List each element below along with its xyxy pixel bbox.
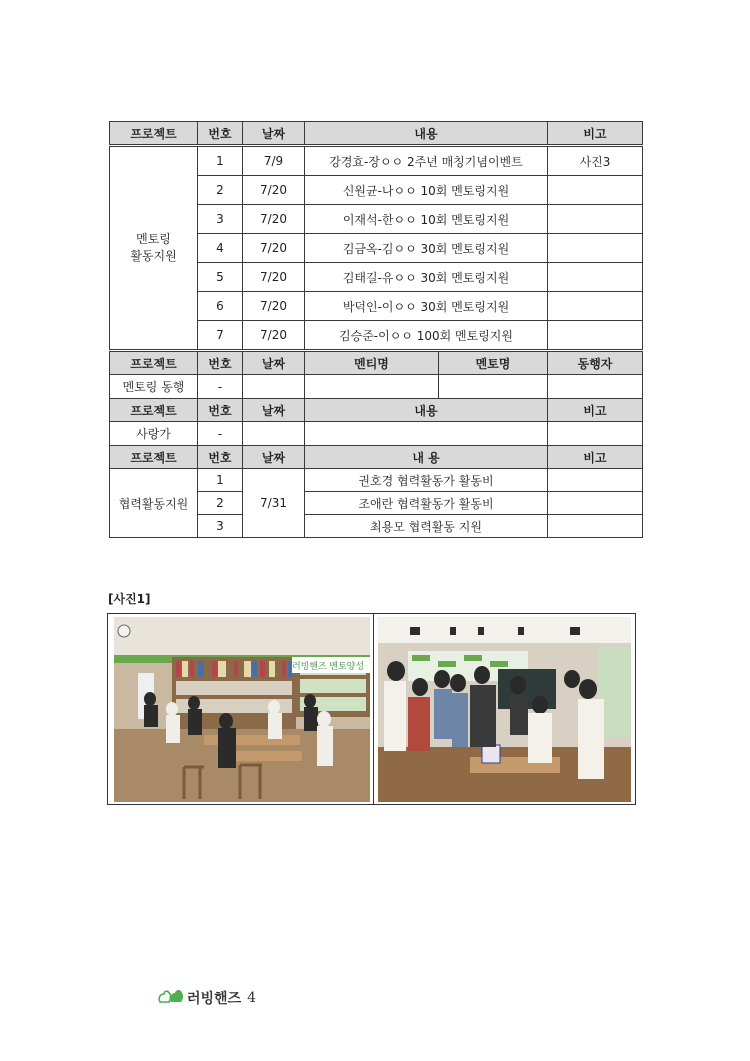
header-mentor: 멘토명	[439, 351, 548, 375]
row-mentor	[439, 375, 548, 399]
project-mentoring: 멘토링 활동지원	[110, 146, 198, 351]
row-content: 신원균-나ㅇㅇ 10회 멘토링지원	[305, 176, 548, 205]
row-date: 7/20	[243, 205, 305, 234]
row-date: 7/20	[243, 292, 305, 321]
row-note	[548, 422, 643, 446]
row-content: 김금옥-김ㅇㅇ 30회 멘토링지원	[305, 234, 548, 263]
row-date	[243, 422, 305, 446]
row-note	[548, 469, 643, 492]
row-content	[305, 422, 548, 446]
row-note	[548, 205, 643, 234]
header-date: 날짜	[243, 351, 305, 375]
loving-hands-logo-icon	[158, 988, 184, 1008]
header-number: 번호	[198, 122, 243, 146]
photo-divider	[373, 614, 374, 804]
row-date: 7/20	[243, 263, 305, 292]
row-number: 6	[198, 292, 243, 321]
row-note	[548, 292, 643, 321]
row-note	[548, 263, 643, 292]
row-content: 권호경 협력활동가 활동비	[305, 469, 548, 492]
row-number: -	[198, 375, 243, 399]
header-note: 비고	[548, 446, 643, 469]
row-companion	[548, 375, 643, 399]
banner-text: 러빙핸즈 멘토양성	[291, 661, 365, 671]
row-date: 7/20	[243, 321, 305, 351]
table-header-row	[110, 446, 643, 469]
row-content: 이재석-한ㅇㅇ 10회 멘토링지원	[305, 205, 548, 234]
row-date: 7/20	[243, 234, 305, 263]
row-note	[548, 234, 643, 263]
row-note	[548, 492, 643, 515]
header-number: 번호	[198, 351, 243, 375]
table-header-row	[110, 351, 643, 375]
header-content: 내용	[305, 122, 548, 146]
row-note: 사진3	[548, 146, 643, 176]
table-row	[110, 469, 643, 492]
row-content: 박덕인-이ㅇㅇ 30회 멘토링지원	[305, 292, 548, 321]
table-header-row	[110, 122, 643, 146]
row-date: 7/9	[243, 146, 305, 176]
row-mentee	[305, 375, 439, 399]
footer	[158, 988, 256, 1008]
header-date: 날짜	[243, 122, 305, 146]
row-note	[548, 515, 643, 538]
header-project: 프로젝트	[110, 122, 198, 146]
row-number: 1	[198, 469, 243, 492]
header-date: 날짜	[243, 399, 305, 422]
row-number: 3	[198, 205, 243, 234]
row-number: 2	[198, 492, 243, 515]
table-row	[110, 375, 643, 399]
photo-section-label: [사진1]	[108, 592, 151, 606]
header-project: 프로젝트	[110, 351, 198, 375]
row-date: 7/20	[243, 176, 305, 205]
row-note	[548, 176, 643, 205]
photo-frame	[107, 613, 636, 805]
activity-table	[109, 121, 643, 538]
header-content: 내용	[305, 399, 548, 422]
row-content: 조애란 협력활동가 활동비	[305, 492, 548, 515]
row-number: 7	[198, 321, 243, 351]
photo-group-celebration	[378, 617, 631, 802]
header-content: 내 용	[305, 446, 548, 469]
header-project: 프로젝트	[110, 399, 198, 422]
header-companion: 동행자	[548, 351, 643, 375]
header-mentee: 멘티명	[305, 351, 439, 375]
project-coop: 협력활동지원	[110, 469, 198, 538]
photo-library-meeting	[114, 617, 370, 802]
header-number: 번호	[198, 446, 243, 469]
project-love: 사랑가	[110, 422, 198, 446]
header-note: 비고	[548, 399, 643, 422]
row-note	[548, 321, 643, 351]
row-content: 강경효-장ㅇㅇ 2주년 매칭기념이벤트	[305, 146, 548, 176]
row-content: 최용모 협력활동 지원	[305, 515, 548, 538]
project-accompany: 멘토링 동행	[110, 375, 198, 399]
row-date	[243, 375, 305, 399]
row-number: -	[198, 422, 243, 446]
row-number: 1	[198, 146, 243, 176]
row-date: 7/31	[243, 469, 305, 538]
footer-title: 러빙핸즈	[187, 991, 242, 1007]
row-content: 김승준-이ㅇㅇ 100회 멘토링지원	[305, 321, 548, 351]
page-number: 4	[247, 990, 257, 1006]
header-number: 번호	[198, 399, 243, 422]
header-date: 날짜	[243, 446, 305, 469]
table-row	[110, 146, 643, 176]
row-number: 3	[198, 515, 243, 538]
row-number: 4	[198, 234, 243, 263]
row-number: 5	[198, 263, 243, 292]
header-project: 프로젝트	[110, 446, 198, 469]
header-note: 비고	[548, 122, 643, 146]
row-number: 2	[198, 176, 243, 205]
row-content: 김태길-유ㅇㅇ 30회 멘토링지원	[305, 263, 548, 292]
table-header-row	[110, 399, 643, 422]
table-row	[110, 422, 643, 446]
